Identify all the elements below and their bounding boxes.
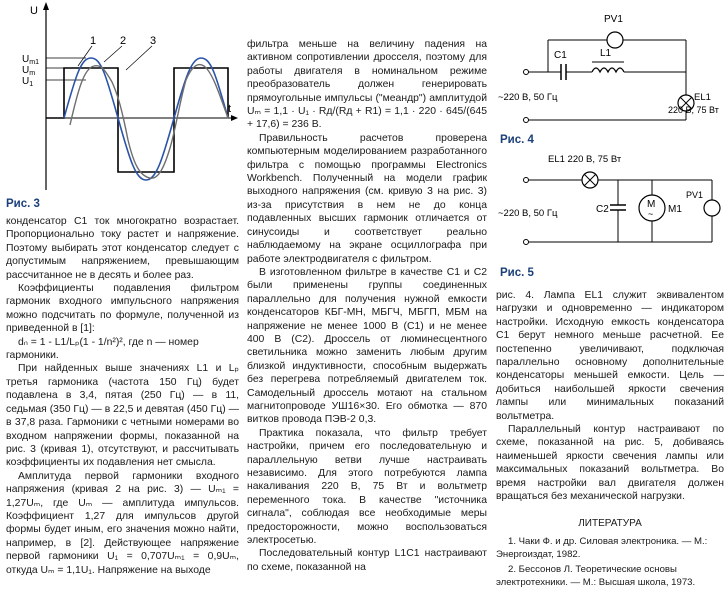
curve-3-output [70, 65, 228, 179]
fig4-label-el1: EL1 [694, 92, 711, 103]
fig4-terminal-bottom [524, 118, 529, 123]
col1-paragraph-3: При найденных выше значениях L1 и Lₚ третья гармоника (частота 150 Гц) будет подавлена в 3,4, пятая (250 Гц) — в 11, седьмая (350 Гц) — в 22,5 и девятая (450 Гц) — в 37,8 раза. Гармоники с четными номерами во входном напряжении формы, показанной на рис. 3 (кривая 1), отсутствуют, и рассчитывать коэффициенты их подавления нет смысла. [6, 363, 239, 469]
col3-paragraph-1: рис. 4. Лампа EL1 служит эквивалентом нагрузки и одновременно — индикатором настройки. Исходную емкость конденсатора С1 берут немного меньше расчетной. Ее постепенно увеличивают, подключая параллельно основному дополнительные конденсаторы меньшей емкости. Цель — добиться наибольшей яркости свечения лампы или минимальных показаний вольтметра. [496, 290, 724, 422]
fig5-label-c2: C2 [596, 204, 609, 215]
figure-5-caption: Рис. 5 [500, 267, 534, 279]
fig5-terminal-bottom [524, 240, 529, 245]
fig5-voltmeter [704, 200, 720, 216]
col2-paragraph-4: Практика показала, что фильтр требует настройки, причем его последовательную и параллельную ветви лучше настраивать независимо. Для этого потребуются лампа накаливания 220 В, 75 Вт и вольтметр переменного тока. В качестве "источника сигнала", соблюдая все необходимые меры предосторожности, можно воспользоваться электросетью. [247, 427, 487, 547]
fig5-terminal-top [524, 178, 529, 183]
col1-formula: dₙ = 1 - L1/Lₚ(1 - 1/n²)², где n — номер гармоники. [6, 336, 199, 362]
fig4-label-source: ~220 В, 50 Гц [498, 92, 558, 103]
axis-label-um: $U_m$ [22, 65, 36, 77]
col3-paragraph-2: Параллельный контур настраивают по схеме, показанной на рис. 5, добиваясь наименьшей яркости свечения лампы или максимальных показаний вольтметра. Во время настройки вал двигателя должен вращаться без механической нагрузки. [496, 424, 724, 503]
column-left [6, 0, 239, 577]
figure-3-caption: Рис. 3 [6, 198, 40, 210]
fig5-motor-letter: M [647, 199, 656, 210]
column-middle [247, 38, 487, 574]
column-right [496, 0, 724, 591]
fig4-label-pv1: PV1 [604, 14, 623, 25]
t-axis-arrow [231, 115, 238, 121]
curve-label-2: 2 [120, 35, 127, 47]
fig5-label-source: ~220 В, 50 Гц [498, 208, 558, 219]
figure-5-schematic [496, 150, 724, 265]
axis-label-u1: $U_1$ [22, 76, 34, 88]
literature-title: ЛИТЕРАТУРА [578, 517, 642, 529]
figure-4-schematic [496, 0, 724, 140]
col2-paragraph-1: фильтра меньше на величину падения на активном сопротивлении дросселя, поэтому для работы двигателя в номинальном режиме преобразователь должен генерировать прямоугольные импульсы ("меандр") амплитудой Uₘ = 1,1 · U₁ · Rд/(Rд + R1) = 1,1 · 220 · 645/(645 + 17,6) = 236 В. [247, 39, 487, 131]
fig4-l1-coil [592, 68, 624, 72]
fig4-terminal-top [524, 70, 529, 75]
literature-item-2: 2. Бессонов Л. Теоретические основы электротехники. — М.: Высшая школа, 1973. [496, 563, 696, 588]
figure-4-caption: Рис. 4 [500, 134, 534, 146]
label-2-leader [104, 46, 122, 62]
fig4-label-el1-rating: 220 В, 75 Вт [668, 105, 719, 115]
curve-2-sine [64, 58, 228, 180]
col2-paragraph-5: Последовательный контур L1C1 настраивают по схеме, показанной на [247, 548, 487, 573]
col2-paragraph-2: Правильность расчетов проверена компьютерным моделированием разработанного фильтра с помощью программы Electronics Workbench. Полученный на модели график выходного напряжения (см. кривую 3 на рис. 3) из-за присутствия в нем не до конца подавленных высших гармоник отличается от синусоиды и соответствует реально наблюдаемому на экране осциллографа при работе электродвигателя с фильтром. [247, 132, 487, 265]
fig5-label-m1: M1 [668, 204, 682, 215]
fig4-label-l1: L1 [600, 48, 612, 59]
label-1-leader [78, 46, 92, 66]
axis-label-t: t [228, 103, 232, 115]
curve-label-3: 3 [150, 35, 157, 47]
col1-paragraph-2: Коэффициенты подавления фильтром гармоник входного импульсного напряжения можно подсчитать по формуле, полученной из приведенной в [1]: [6, 283, 239, 335]
fig4-label-c1: C1 [554, 50, 567, 61]
axis-label-um1: $U_{m1}$ [22, 54, 39, 66]
fig4-voltmeter [607, 32, 623, 48]
fig5-motor-tilde: ~ [648, 209, 654, 219]
axis-label-u: U [30, 5, 38, 17]
fig5-label-pv1: PV1 [686, 190, 704, 200]
literature-item-1: 1. Чаки Ф. и др. Силовая электроника. — М.: Энергоиздат, 1982. [496, 535, 708, 560]
col1-paragraph-4: Амплитуда первой гармоники входного напряжения (кривая 2 на рис. 3) — Uₘ₁ = 1,27Uₘ, где Uₘ — амплитуда импульсов. Коэффициент 1,27 для импульсов другой формы будет иным, его значения можно найти, например, в [2]. Действующее напряжение первой гармоники U₁ = 0,707Uₘ₁ = 0,9Uₘ, откуда Uₘ = 1,1U₁. Напряжение на выходе [6, 470, 239, 576]
y-axis-arrow [43, 2, 49, 10]
col1-paragraph-1: конденсатор С1 ток многократно возрастает. Пропорционально току растет и напряжение. Поэтому выбирать этот конденсатор следует с допустимым напряжением, превышающим рассчитанное не в десять и более раз. [6, 216, 239, 281]
col2-paragraph-3: В изготовленном фильтре в качестве С1 и С2 были применены группы соединенных параллельно для получения нужной емкости конденсаторов КБГ-МН, МБГЧ, МБГП, МБМ на напряжение не менее 1000 В (С1) и не менее 400 В (С2). Дроссель от люминесцентного светильника можно заменить любым другим близкой индуктивности, способным выдержать без перегрева потребляемый двигателем ток. Самодельный дроссель мотают на стальном магнитопроводе УШ16×30. Его обмотка — 870 витков провода ПЭВ-2 0,3. [247, 266, 487, 426]
curve-label-1: 1 [90, 35, 97, 47]
figure-3-plot [6, 0, 239, 192]
label-3-leader [126, 46, 152, 70]
fig5-label-el1: EL1 220 В, 75 Вт [548, 154, 622, 165]
